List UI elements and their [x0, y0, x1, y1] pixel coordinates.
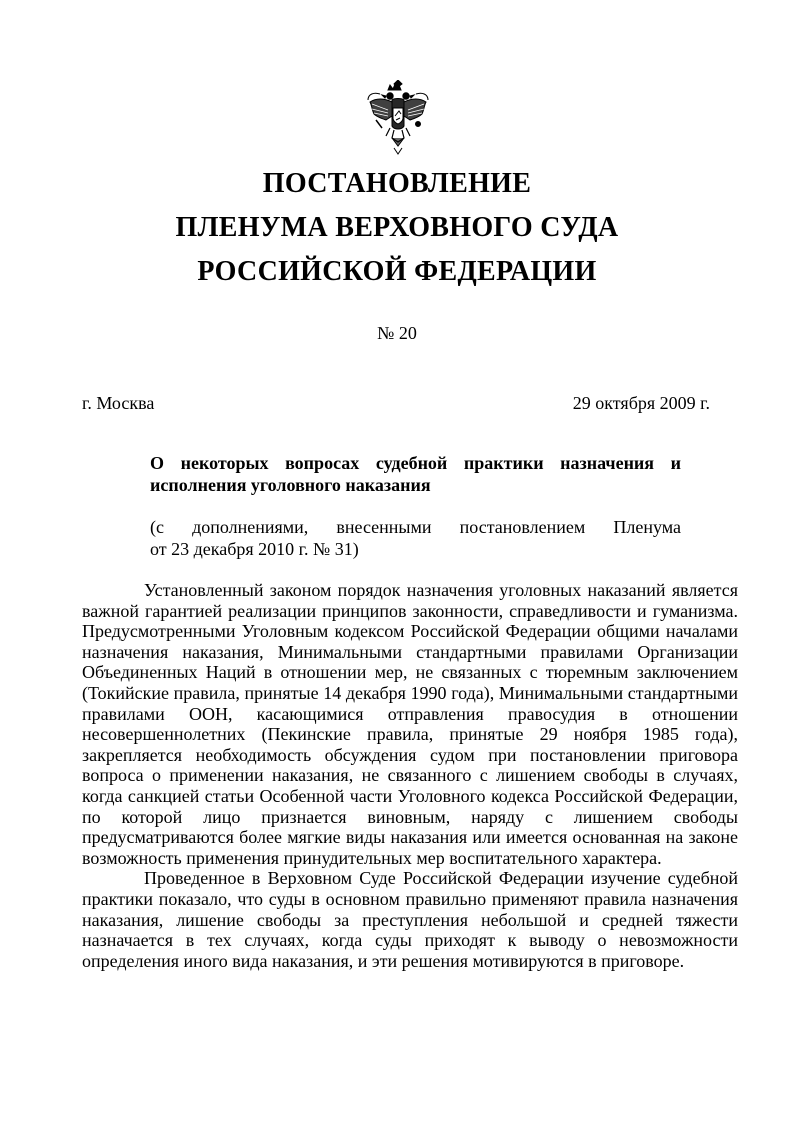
amendment-line-2: от 23 декабря 2010 г. № 31): [150, 539, 359, 559]
coat-of-arms-emblem-icon: [366, 80, 430, 156]
document-body: [82, 580, 738, 971]
title-line-2: ПЛЕНУМА ВЕРХОВНОГО СУДА: [175, 212, 619, 243]
title-line-1: ПОСТАНОВЛЕНИЕ: [262, 168, 532, 199]
city: г. Москва: [82, 393, 155, 413]
document-date: 29 октября 2009 г.: [572, 393, 710, 413]
amendment-line-1: (с дополнениями, внесенными постановлением Пленума: [150, 517, 681, 537]
amendment-note: [150, 516, 681, 560]
document-number: № 20: [377, 323, 417, 343]
document-title: [0, 162, 794, 294]
paragraph-2: Проведенное в Верховном Суде Российской Федерации изучение судебной практики показало, что суды в основном правильно применяют правила назначения наказания, лишение свободы за преступления небольшой и средней тяжести назначается в тех случаях, когда суды приходят к выводу о невозможности определения иного вида наказания, и эти решения мотивируются в приговоре.: [82, 868, 738, 971]
document-subject: О некоторых вопросах судебной практики назначения и исполнения уголовного наказания: [150, 453, 681, 495]
paragraph-1: Установленный законом порядок назначения уголовных наказаний является важной гарантией реализации принципов законности, справедливости и гуманизма. Предусмотренными Уголовным кодексом Российской Федерации общими началами назначения наказания, Минимальными стандартными правилами Организации Объединенных Наций в отношении мер, не связанных с тюремным заключением (Токийские правила, принятые 14 декабря 1990 года), Минимальными стандартными правилами ООН, касающимися отправления правосудия в отношении несовершеннолетних (Пекинские правила, принятые 29 ноября 1985 года), закрепляется необходимость обсуждения судом при постановлении приговора вопроса о применении наказания, не связанного с лишением свободы в случаях, когда санкцией статьи Особенной части Уголовного кодекса Российской Федерации, по которой лицо признается виновным, наряду с лишением свободы предусматриваются более мягкие виды наказания или имеется основанная на законе возможность применения принудительных мер воспитательного характера.: [82, 580, 738, 868]
title-line-3: РОССИЙСКОЙ ФЕДЕРАЦИИ: [197, 256, 597, 287]
